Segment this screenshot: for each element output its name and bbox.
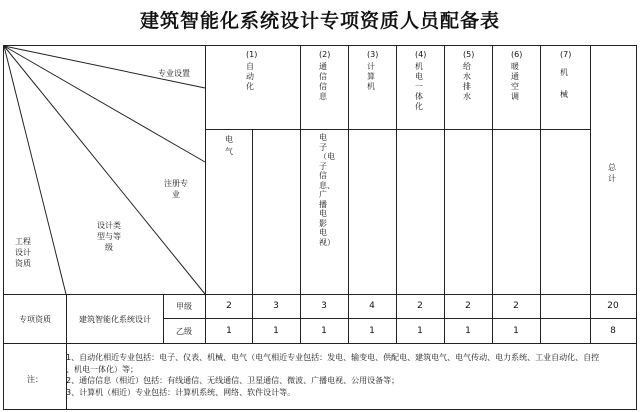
grade-a-value: 2 xyxy=(513,301,519,311)
grade-b-value: 1 xyxy=(321,326,327,336)
grade-a-value: 2 xyxy=(417,301,423,311)
grade-b-total: 8 xyxy=(610,326,616,336)
header-registered-major: 注册专业 xyxy=(164,179,188,199)
major-name-5: 给水排水 xyxy=(463,62,471,101)
note-line: 1、自动化相近专业包括：电子、仪表、机械、电气（电气相近专业包括：发电、输变电、供配电、建筑电气、电气传动、电力系统、工业自动化、自控 xyxy=(66,353,600,362)
grade-b-value: 1 xyxy=(273,326,279,336)
major-name-1: 自动化 xyxy=(246,62,254,91)
major-no-4: (4) xyxy=(415,50,427,59)
notes xyxy=(66,352,636,398)
grade-b-value: 1 xyxy=(369,326,375,336)
major-name-6: 暖通空调 xyxy=(511,62,519,101)
note-line: 3、计算机（相近）专业包括：计算机系统、网络、软件设计等。 xyxy=(66,387,296,397)
major-name-2: 通信信息 xyxy=(319,62,327,101)
header-engineering-qualification: 工程设计资质 xyxy=(15,237,31,268)
major-name-7: 机械 xyxy=(560,68,568,99)
major-no-5: (5) xyxy=(463,50,475,59)
note-line: 2、通信信息（相近）包括：有线通信、无线通信、卫星通信、微波、广播电视、公用设备等； xyxy=(66,376,400,385)
row-label-grade-a: 甲级 xyxy=(176,302,192,311)
total-header: 总计 xyxy=(608,163,616,183)
major-no-7: (7) xyxy=(560,50,572,59)
major-name-4: 机电一体化 xyxy=(415,62,423,111)
grade-a-value: 3 xyxy=(273,301,279,311)
row-label-grade-b: 乙级 xyxy=(176,327,192,336)
header-major-setup: 专业设置 xyxy=(158,69,190,78)
grade-a-value: 2 xyxy=(226,301,232,311)
major-no-1: (1) xyxy=(246,50,258,59)
note-line: 、机电一体化）等； xyxy=(66,364,138,374)
major-name-3: 计算机 xyxy=(367,62,375,91)
grade-b-value: 1 xyxy=(226,326,232,336)
row-label-special-qualification: 专项资质 xyxy=(19,315,51,324)
notes-label: 注： xyxy=(27,375,43,384)
major-no-6: (6) xyxy=(511,50,523,59)
major-no-2: (2) xyxy=(319,50,331,59)
grade-a-total: 20 xyxy=(607,301,619,311)
grade-a-value: 4 xyxy=(369,301,375,311)
row-label-system-design: 建筑智能化系统设计 xyxy=(79,315,151,324)
registered-electronic: 电子（电子信息、广播电影电视） xyxy=(319,133,335,247)
grade-a-value: 2 xyxy=(465,301,471,311)
grade-b-value: 1 xyxy=(417,326,423,336)
header-design-type-grade: 设计类型与等级 xyxy=(97,221,121,252)
grade-a-value: 3 xyxy=(321,301,327,311)
registered-electrical: 电气 xyxy=(225,135,233,156)
grade-b-value: 1 xyxy=(465,326,471,336)
grade-b-value: 1 xyxy=(513,326,519,336)
page-title: 建筑智能化系统设计专项资质人员配备表 xyxy=(139,10,500,32)
major-no-3: (3) xyxy=(367,50,379,59)
